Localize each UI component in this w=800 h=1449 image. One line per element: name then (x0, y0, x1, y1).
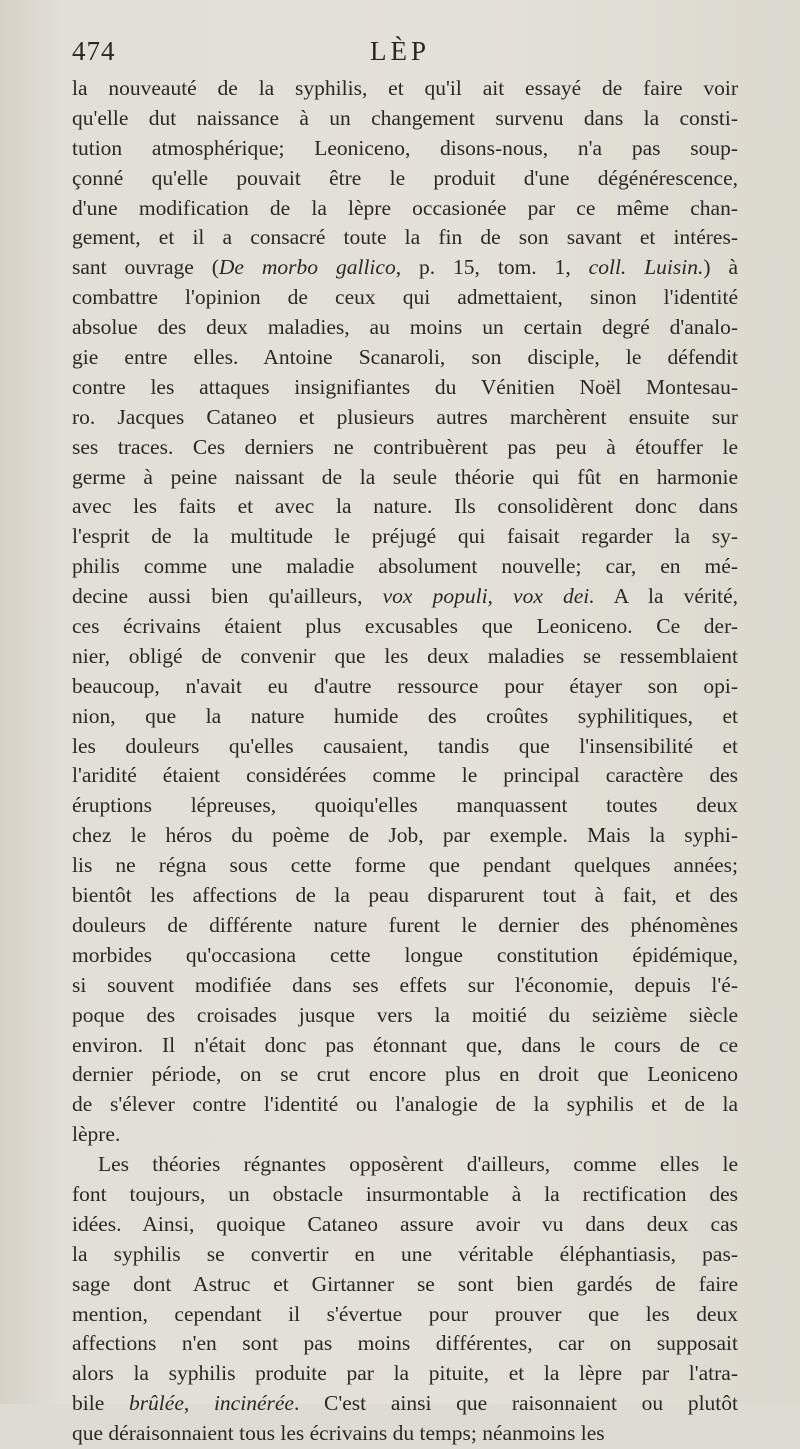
text-line: qu'elle dut naissance à un changement survenu dans la consti- (72, 105, 738, 130)
running-head: LÈP (369, 36, 430, 66)
text-line: mention, cependant il s'évertue pour prouver que les deux (72, 1301, 738, 1326)
text-line: nion, que la nature humide des croûtes syphilitiques, et (72, 703, 738, 728)
text-line (72, 582, 738, 612)
text-line (72, 1389, 738, 1419)
text-line: lis ne régna sous cette forme que pendant quelques années; (72, 853, 738, 878)
text-line: la nouveauté de la syphilis, et qu'il ait essayé de faire voir (72, 76, 738, 100)
text-line: contre les attaques insignifiantes du Vénitien Noël Montesau- (72, 374, 738, 399)
text-line: d'une modification de la lèpre occasionée par ce même chan- (72, 195, 738, 220)
page-header (72, 36, 728, 76)
text-line: environ. Il n'était donc pas étonnant que, dans le cours de ce (72, 1032, 738, 1057)
text-line: gement, et il a consacré toute la fin de son savant et intéres- (72, 225, 738, 250)
text-line: l'esprit de la multitude le préjugé qui faisait regarder la sy- (72, 524, 738, 549)
italic-text: coll. Luisin. (588, 255, 704, 280)
text-run: decine aussi bien qu'ailleurs, (72, 584, 383, 609)
text-line: avec les faits et avec la nature. Ils consolidèrent donc dans (72, 494, 738, 519)
text-line: ces écrivains étaient plus excusables que Leoniceno. Ce der- (72, 614, 738, 639)
italic-text: De morbo gallico (218, 255, 396, 280)
text-line: affections n'en sont pas moins différentes, car on supposait (72, 1331, 738, 1356)
text-line: Les théories régnantes opposèrent d'ailleurs, comme elles le (98, 1152, 738, 1177)
text-run: A la vérité, (594, 584, 738, 609)
text-run: bile (72, 1391, 129, 1416)
text-line: alors la syphilis produite par la pituite, et la lèpre par l'atra- (72, 1361, 738, 1386)
italic-text: brûlée (128, 1391, 184, 1416)
text-run: ) à (703, 255, 738, 280)
text-run: , p. 15, tom. 1, (395, 255, 589, 280)
text-line: les douleurs qu'elles causaient, tandis que l'insensibilité et (72, 733, 738, 758)
text-line: ses traces. Ces derniers ne contribuèrent pas peu à étouffer le (72, 434, 738, 459)
text-line: font toujours, un obstacle insurmontable à la rectification des (72, 1181, 738, 1206)
italic-text: vox populi, vox dei. (382, 584, 595, 609)
text-line: éruptions lépreuses, quoiqu'elles manquassent toutes deux (72, 793, 738, 818)
text-line: beaucoup, n'avait eu d'autre ressource pour étayer son opi- (72, 673, 738, 698)
text-line: la syphilis se convertir en une véritable éléphantiasis, pas- (72, 1241, 738, 1266)
text-line: poque des croisades jusque vers la moitié du seizième siècle (72, 1002, 738, 1027)
paragraph (72, 1150, 738, 1449)
text-line: ro. Jacques Cataneo et plusieurs autres marchèrent ensuite sur (72, 404, 738, 429)
text-line: bientôt les affections de la peau disparurent tout à fait, et des (72, 883, 738, 908)
text-line: dernier période, on se crut encore plus en droit que Leoniceno (72, 1062, 738, 1087)
text-line: chez le héros du poème de Job, par exemple. Mais la syphi- (72, 823, 738, 848)
text-line: philis comme une maladie absolument nouvelle; car, en mé- (72, 554, 738, 579)
text-line: lèpre. (72, 1122, 121, 1147)
text-run: sant ouvrage ( (72, 255, 219, 280)
text-line: gie entre elles. Antoine Scanaroli, son disciple, le défendit (72, 345, 738, 370)
text-line: morbides qu'occasiona cette longue constitution épidémique, (72, 942, 738, 967)
text-line: l'aridité étaient considérées comme le principal caractère des (72, 763, 738, 788)
text-line: si souvent modifiée dans ses effets sur l'économie, depuis l'é- (72, 972, 738, 997)
text-line: de s'élever contre l'identité ou l'analogie de la syphilis et de la (72, 1092, 738, 1117)
text-line: absolue des deux maladies, au moins un certain degré d'analo- (72, 315, 738, 340)
text-line: nier, obligé de convenir que les deux maladies se ressemblaient (72, 643, 738, 668)
page-number: 474 (72, 36, 116, 66)
text-run: , (183, 1391, 214, 1416)
text-line: douleurs de différente nature furent le dernier des phénomènes (72, 912, 738, 937)
text-line: combattre l'opinion de ceux qui admettaient, sinon l'identité (72, 285, 738, 310)
text-run: . C'est ainsi que raisonnaient ou plutôt (293, 1391, 738, 1416)
text-line: çonné qu'elle pouvait être le produit d'une dégénérescence, (72, 165, 738, 190)
body-text (72, 74, 738, 1449)
text-line: germe à peine naissant de la seule théorie qui fût en harmonie (72, 464, 738, 489)
text-line: sage dont Astruc et Girtanner se sont bien gardés de faire (72, 1271, 738, 1296)
italic-text: incinérée (213, 1391, 294, 1416)
text-line: idées. Ainsi, quoique Cataneo assure avoir vu dans deux cas (72, 1211, 738, 1236)
paragraph (72, 74, 738, 1150)
text-line: que déraisonnaient tous les écrivains du temps; néanmoins les (72, 1421, 605, 1446)
text-line: tution atmosphérique; Leoniceno, disons-nous, n'a pas soup- (72, 135, 738, 160)
text-line (72, 253, 738, 283)
